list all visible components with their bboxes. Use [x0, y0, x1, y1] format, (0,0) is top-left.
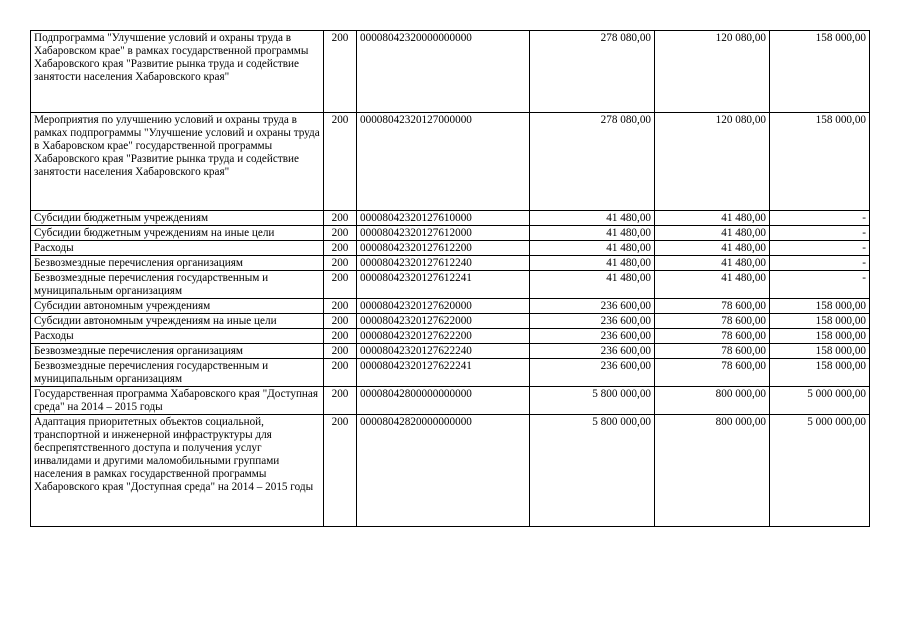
row-amount-1: 236 600,00: [530, 344, 655, 359]
row-admin-code: 200: [324, 359, 357, 387]
table-row: [31, 211, 870, 226]
row-classification-code: 00008042320000000000: [357, 31, 530, 113]
row-admin-code: 200: [324, 211, 357, 226]
row-amount-2: 800 000,00: [655, 415, 770, 527]
row-admin-code: 200: [324, 271, 357, 299]
table-row: [31, 226, 870, 241]
row-name: Безвозмездные перечисления организациям: [31, 344, 324, 359]
row-amount-3: 158 000,00: [770, 113, 870, 211]
table-row: [31, 359, 870, 387]
row-name: Безвозмездные перечисления государственным и муниципальным организациям: [31, 359, 324, 387]
table-row: [31, 31, 870, 113]
row-amount-2: 800 000,00: [655, 387, 770, 415]
row-classification-code: 00008042320127622000: [357, 314, 530, 329]
row-amount-1: 41 480,00: [530, 226, 655, 241]
row-amount-3: 158 000,00: [770, 329, 870, 344]
row-amount-3: 158 000,00: [770, 314, 870, 329]
row-amount-1: 278 080,00: [530, 31, 655, 113]
row-amount-3: -: [770, 226, 870, 241]
row-amount-2: 41 480,00: [655, 271, 770, 299]
table-row: [31, 329, 870, 344]
row-admin-code: 200: [324, 344, 357, 359]
row-amount-2: 41 480,00: [655, 241, 770, 256]
row-amount-2: 41 480,00: [655, 226, 770, 241]
row-admin-code: 200: [324, 256, 357, 271]
row-admin-code: 200: [324, 241, 357, 256]
row-classification-code: 00008042320127610000: [357, 211, 530, 226]
row-classification-code: 00008042320127622241: [357, 359, 530, 387]
row-amount-1: 41 480,00: [530, 211, 655, 226]
row-admin-code: 200: [324, 314, 357, 329]
row-amount-1: 41 480,00: [530, 256, 655, 271]
row-classification-code: 00008042320127622200: [357, 329, 530, 344]
row-amount-1: 236 600,00: [530, 299, 655, 314]
row-name: Расходы: [31, 241, 324, 256]
row-amount-1: 236 600,00: [530, 359, 655, 387]
row-classification-code: 00008042820000000000: [357, 415, 530, 527]
row-amount-2: 120 080,00: [655, 31, 770, 113]
row-classification-code: 00008042320127612241: [357, 271, 530, 299]
row-amount-3: -: [770, 271, 870, 299]
row-amount-2: 78 600,00: [655, 329, 770, 344]
row-amount-1: 41 480,00: [530, 241, 655, 256]
row-amount-3: 158 000,00: [770, 359, 870, 387]
row-amount-3: 158 000,00: [770, 344, 870, 359]
row-amount-3: 5 000 000,00: [770, 415, 870, 527]
row-amount-2: 78 600,00: [655, 344, 770, 359]
row-classification-code: 00008042320127622240: [357, 344, 530, 359]
row-name: Государственная программа Хабаровского края "Доступная среда" на 2014 – 2015 годы: [31, 387, 324, 415]
row-admin-code: 200: [324, 31, 357, 113]
row-classification-code: 00008042320127612240: [357, 256, 530, 271]
row-admin-code: 200: [324, 226, 357, 241]
table-row: [31, 344, 870, 359]
row-amount-3: 158 000,00: [770, 299, 870, 314]
row-name: Мероприятия по улучшению условий и охраны труда в рамках подпрограммы "Улучшение условий и охраны труда в Хабаровском крае" государственной программы Хабаровского края "Развитие рынка труда и содействие занятости населения Хабаровского края": [31, 113, 324, 211]
row-amount-3: 5 000 000,00: [770, 387, 870, 415]
row-amount-3: -: [770, 256, 870, 271]
row-classification-code: 00008042320127612200: [357, 241, 530, 256]
row-amount-2: 41 480,00: [655, 256, 770, 271]
row-amount-2: 120 080,00: [655, 113, 770, 211]
row-admin-code: 200: [324, 415, 357, 527]
table-row: [31, 256, 870, 271]
row-classification-code: 00008042320127620000: [357, 299, 530, 314]
table-row: [31, 387, 870, 415]
row-name: Безвозмездные перечисления организациям: [31, 256, 324, 271]
row-name: Подпрограмма "Улучшение условий и охраны труда в Хабаровском крае" в рамках государственной программы Хабаровского края "Развитие рынка труда и содействие занятости населения Хабаровского края": [31, 31, 324, 113]
row-admin-code: 200: [324, 387, 357, 415]
row-name: Субсидии автономным учреждениям: [31, 299, 324, 314]
row-name: Субсидии бюджетным учреждениям на иные цели: [31, 226, 324, 241]
row-name: Адаптация приоритетных объектов социальной, транспортной и инженерной инфраструктуры для беспрепятственного доступа и получения услуг инвалидами и другими маломобильными группами населения в рамках государственной программы Хабаровского края "Доступная среда" на 2014 – 2015 годы: [31, 415, 324, 527]
table-row: [31, 299, 870, 314]
row-admin-code: 200: [324, 329, 357, 344]
row-admin-code: 200: [324, 113, 357, 211]
row-amount-3: -: [770, 241, 870, 256]
budget-table: [30, 30, 870, 527]
row-name: Субсидии бюджетным учреждениям: [31, 211, 324, 226]
table-row: [31, 113, 870, 211]
row-amount-1: 236 600,00: [530, 314, 655, 329]
row-classification-code: 00008042320127612000: [357, 226, 530, 241]
table-row: [31, 415, 870, 527]
table-row: [31, 271, 870, 299]
row-name: Безвозмездные перечисления государственным и муниципальным организациям: [31, 271, 324, 299]
row-amount-3: 158 000,00: [770, 31, 870, 113]
row-amount-2: 78 600,00: [655, 299, 770, 314]
row-classification-code: 00008042800000000000: [357, 387, 530, 415]
row-name: Расходы: [31, 329, 324, 344]
row-amount-2: 41 480,00: [655, 211, 770, 226]
row-amount-1: 278 080,00: [530, 113, 655, 211]
row-amount-1: 41 480,00: [530, 271, 655, 299]
table-row: [31, 241, 870, 256]
row-amount-2: 78 600,00: [655, 314, 770, 329]
row-amount-1: 236 600,00: [530, 329, 655, 344]
row-admin-code: 200: [324, 299, 357, 314]
row-amount-1: 5 800 000,00: [530, 387, 655, 415]
table-row: [31, 314, 870, 329]
row-classification-code: 00008042320127000000: [357, 113, 530, 211]
row-name: Субсидии автономным учреждениям на иные цели: [31, 314, 324, 329]
row-amount-2: 78 600,00: [655, 359, 770, 387]
row-amount-3: -: [770, 211, 870, 226]
row-amount-1: 5 800 000,00: [530, 415, 655, 527]
